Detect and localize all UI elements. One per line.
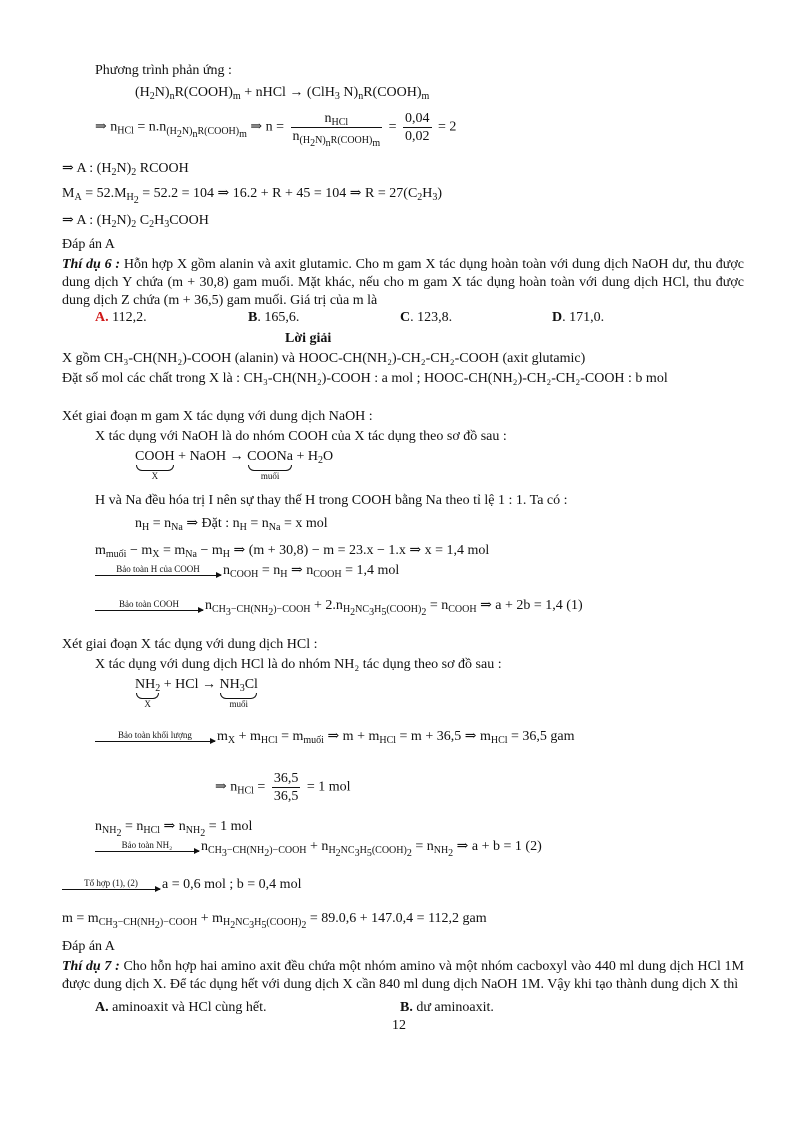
solution-mol-setup: Đặt số mol các chất trong X là : CH₃-CH(NH₂)-COOH : a mol ; HOOC-CH(NH₂)-CH₂-CH₂-COOH : b mol xyxy=(62,371,668,386)
reaction-equation: $(H_2N)_nR(COOH)_m$ + nHCl → (ClH$_3$ $N)_nR(COOH)_m$ xyxy=(135,85,430,102)
td7-option-b: B. dư aminoaxit. xyxy=(400,1000,494,1015)
formula-bt-h-cooh: Bảo toàn H của COOH $n_{COOH} = n_H$ ⇒ $n_{COOH} = 1,4$ mol xyxy=(95,562,399,580)
solution-naoh-desc: X tác dụng với NaOH là do nhóm COOH của X tác dụng theo sơ đồ sau : xyxy=(95,429,507,444)
answer-2: Đáp án A xyxy=(62,939,115,954)
example-7-label: Thí dụ 7 : xyxy=(62,959,120,974)
example-6-question xyxy=(62,256,744,310)
formula-n-hcl: ⇒ $n_{HCl} = n.n_{(H_2N)_nR(COOH)_m}$ ⇒ n = $\frac{n_{HCl}}{n_{(H_2N)_nR(COOH)_m}}$ = $\frac{0,04}{0,02}$ = 2 xyxy=(95,111,457,149)
scheme-cooh-naoh: COOH X + NaOH → COONa muối + $H_2O$ xyxy=(135,449,334,481)
solution-x-components: X gồm CH₃-CH(NH₂)-COOH (alanin) và HOOC-CH(NH₂)-CH₂-CH₂-COOH (axit glutamic) xyxy=(62,351,586,366)
formula-ma: $M_A = 52.M_{H_2} = 52.2 = 104$ ⇒ 16.2 + R + 45 = 104 ⇒ $R = 27(C_2H_3)$ xyxy=(62,186,443,206)
solution-naoh-stage: Xét giai đoạn m gam X tác dụng với dung dịch NaOH : xyxy=(62,409,373,424)
td6-option-b: B. 165,6. xyxy=(248,310,300,325)
example-7-question xyxy=(62,958,744,994)
solution-h-na: H và Na đều hóa trị I nên sự thay thế H trong COOH bằng Na theo tỉ lệ 1 : 1. Ta có : xyxy=(95,493,568,508)
example-6-text: Hỗn hợp X gồm alanin và axit glutamic. Cho m gam X tác dụng hoàn toàn với dung dịch NaOH dư, thu được dung dịch Y chứa (m + 30,8) gam muối. Mặt khác, nếu cho m gam X tác dụng hoàn toàn với dung dịch HCl, thu được dung dịch Z chứa (m + 36,5) gam muối. Giá trị của m là xyxy=(62,257,744,308)
td7-option-a: A. aminoaxit và HCl cùng hết. xyxy=(95,1000,267,1015)
scheme-nh2-hcl: $NH_2$ X + HCl → $NH_3Cl$ muối xyxy=(135,677,258,709)
formula-bt-cooh: Bảo toàn COOH $n_{CH_3-CH(NH_2)-COOH} + 2.n_{H_2NC_3H_5(COOH)_2} = n_{COOH}$ ⇒ a + 2b = 1,4 (1) xyxy=(95,597,583,615)
page-number: 12 xyxy=(392,1018,406,1033)
formula-mass-diff: $m_{muối} - m_X = m_{Na} - m_H$ ⇒ (m + 30,8) − m = 23.x − 1.x ⇒ x = 1,4 mol xyxy=(95,543,490,560)
td6-option-a: A. 112,2. xyxy=(95,310,147,325)
td6-option-c: C. 123,8. xyxy=(400,310,453,325)
formula-n-hcl-value: ⇒ $n_{HCl}$ = $\frac{36,5}{36,5}$ = 1 mol xyxy=(215,771,351,804)
example-6-label: Thí dụ 6 : xyxy=(62,257,121,272)
formula-bt-kl: Bảo toàn khối lượng $m_X + m_{HCl} = m_{muối}$ ⇒ $m + m_{HCl} = m + 36,5$ ⇒ $m_{HCl} = 36,5$ gam xyxy=(95,728,575,746)
solution-heading: Lời giải xyxy=(285,331,332,346)
solution-hcl-desc: X tác dụng với dung dịch HCl là do nhóm NH₂ tác dụng theo sơ đồ sau : xyxy=(95,657,502,672)
formula-a-1: ⇒ A : $(H_2N)_2$ RCOOH xyxy=(62,161,189,178)
td6-option-d: D. 171,0. xyxy=(552,310,605,325)
reaction-heading: Phương trình phản ứng : xyxy=(95,63,232,78)
formula-a-2: ⇒ A : $(H_2N)_2$ $C_2H_3COOH$ xyxy=(62,213,209,230)
formula-bt-nh2: Bảo toàn NH₂ $n_{CH_3-CH(NH_2)-COOH} + n_{H_2NC_3H_5(COOH)_2} = n_{NH_2}$ ⇒ a + b = 1 (2) xyxy=(95,838,542,856)
formula-to-hop: Tổ hợp (1), (2) a = 0,6 mol ; b = 0,4 mol xyxy=(62,876,301,894)
formula-n-nh2: $n_{NH_2} = n_{HCl}$ ⇒ $n_{NH_2} = 1$ mol xyxy=(95,819,253,839)
formula-nh-nna: $n_H = n_{Na}$ ⇒ Đặt : $n_H = n_{Na} = x$ mol xyxy=(135,516,328,533)
example-7-text: Cho hỗn hợp hai amino axit đều chứa một nhóm amino và một nhóm cacboxyl vào 440 ml dung dịch HCl 1M được dung dịch X. Để tác dụng hết với dung dịch X cần 840 ml dung dịch NaOH 1M. Vậy khi tạo thành dung dịch X thì xyxy=(62,959,744,992)
solution-hcl-stage: Xét giai đoạn X tác dụng với dung dịch HCl : xyxy=(62,637,318,652)
formula-m-final: $m = m_{CH_3-CH(NH_2)-COOH} + m_{H_2NC_3H_5(COOH)_2} = 89.0,6 + 147.0,4 = 112,2$ gam xyxy=(62,911,487,931)
answer-1: Đáp án A xyxy=(62,237,115,252)
